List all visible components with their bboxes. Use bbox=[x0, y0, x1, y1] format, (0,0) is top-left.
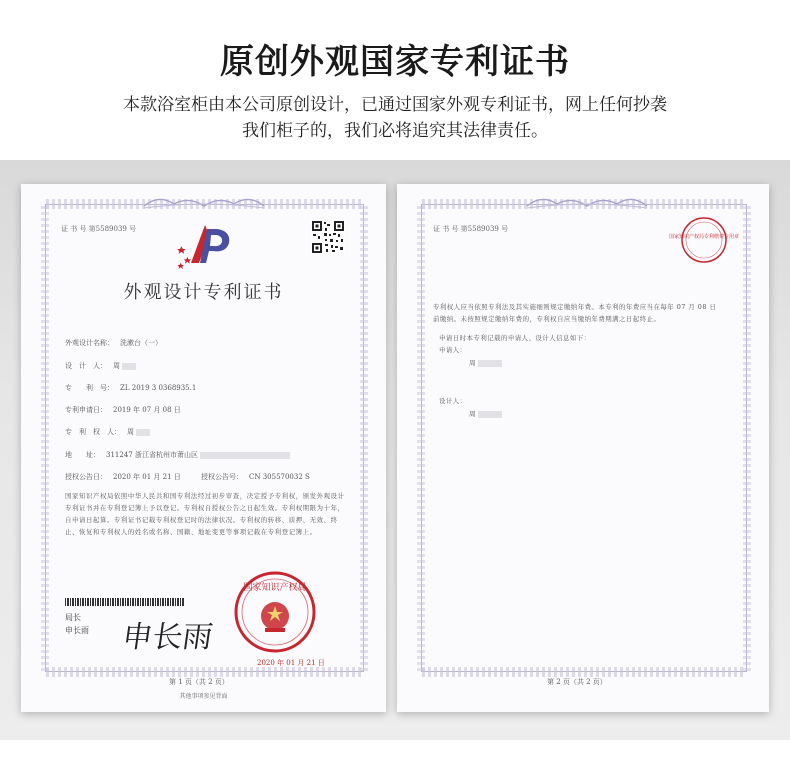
field-grant-number: 授权公告号： CN 305570032 S bbox=[201, 473, 310, 481]
field-grant-date: 授权公告日： 2020 年 01 月 21 日 bbox=[65, 473, 181, 481]
certificate-number: 证 书 号 第5589039 号 bbox=[433, 225, 509, 233]
applicant-intro: 申请日时本专利记载的申请人、设计人信息如下： bbox=[439, 334, 591, 342]
field-address: 地 址： 311247 浙江省杭州市萧山区 bbox=[65, 450, 290, 460]
redaction-box bbox=[136, 429, 150, 436]
director-title: 局长 bbox=[65, 613, 81, 622]
director-name: 申长雨 bbox=[65, 626, 89, 635]
field-patentee: 专 利 权 人： 周 bbox=[65, 427, 150, 437]
ornament-icon bbox=[139, 194, 269, 210]
fee-notice-line-1: 专利权人应当依照专利法及其实施细则规定缴纳年费。本专利的年费应当在每年 07 月 08 日 bbox=[433, 303, 717, 311]
certificate-page-2 bbox=[397, 184, 769, 712]
page-number: 第 2 页（共 2 页） bbox=[547, 678, 607, 686]
applicant-value: 周 bbox=[469, 358, 502, 367]
field-application-date: 专利申请日： 2019 年 07 月 08 日 bbox=[65, 406, 181, 414]
barcode bbox=[65, 598, 185, 606]
redaction-box bbox=[478, 411, 502, 418]
redaction-box bbox=[200, 452, 290, 459]
seal-text: 国家知识产权局专利缴费专用章 bbox=[668, 234, 740, 240]
designer-value: 周 bbox=[469, 409, 502, 418]
footnote: 其他事项参见背面 bbox=[179, 693, 228, 700]
ornament-icon bbox=[522, 194, 652, 210]
page-header bbox=[0, 0, 790, 160]
payment-seal-icon bbox=[668, 216, 740, 264]
certificate-title: 外观设计专利证书 bbox=[123, 282, 284, 303]
intro-line-1: 本款浴室柜由本公司原创设计，已通过国家外观专利证书，网上任何抄袭 bbox=[123, 95, 667, 115]
applicant-label: 申请人： bbox=[439, 346, 467, 354]
certificate-body-text: 国家知识产权局依照中华人民共和国专利法经过初步审查，决定授予专利权，颁发外观设计专利证书并在专利登记簿上予以登记。专利权自授权公告之日起生效。专利权期限为十年，自申请日起算。专利证书记载专利权登记时的法律状况。专利权的转移、质押、无效、终止、恢复和专利权人的姓名或名称、国籍、地址变更等事项记载在专利登记簿上。 bbox=[65, 492, 345, 536]
designer-label: 设计人： bbox=[439, 397, 467, 405]
official-seal-icon bbox=[233, 570, 317, 654]
decorative-border bbox=[421, 204, 747, 672]
seal-date: 2020 年 01 月 21 日 bbox=[257, 659, 325, 667]
fee-notice-line-2: 前缴纳。未按照规定缴纳年费的，专利权自应当缴纳年费期满之日起终止。 bbox=[433, 315, 661, 323]
field-design-name: 外观设计名称： 洗漱台（一） bbox=[65, 339, 162, 347]
cnipa-logo-icon bbox=[173, 221, 235, 267]
field-patent-number: 专 利 号： ZL 2019 3 0368935.1 bbox=[65, 384, 197, 392]
director-signature: 申长雨 bbox=[120, 620, 215, 655]
redaction-box bbox=[122, 363, 136, 370]
intro-line-2: 我们柜子的，我们必将追究其法律责任。 bbox=[242, 121, 548, 141]
page-title: 原创外观国家专利证书 bbox=[220, 42, 570, 82]
redaction-box bbox=[478, 360, 502, 367]
seal-text: 国家知识产权局 bbox=[243, 583, 307, 593]
page-number: 第 1 页（共 2 页） bbox=[169, 678, 229, 686]
certificate-photo-area bbox=[0, 160, 790, 740]
certificate-page-1 bbox=[21, 184, 386, 712]
certificate-number: 证 书 号 第5589039 号 bbox=[61, 225, 137, 233]
qr-code-icon bbox=[311, 220, 345, 254]
field-designer: 设 计 人： 周 bbox=[65, 361, 136, 371]
